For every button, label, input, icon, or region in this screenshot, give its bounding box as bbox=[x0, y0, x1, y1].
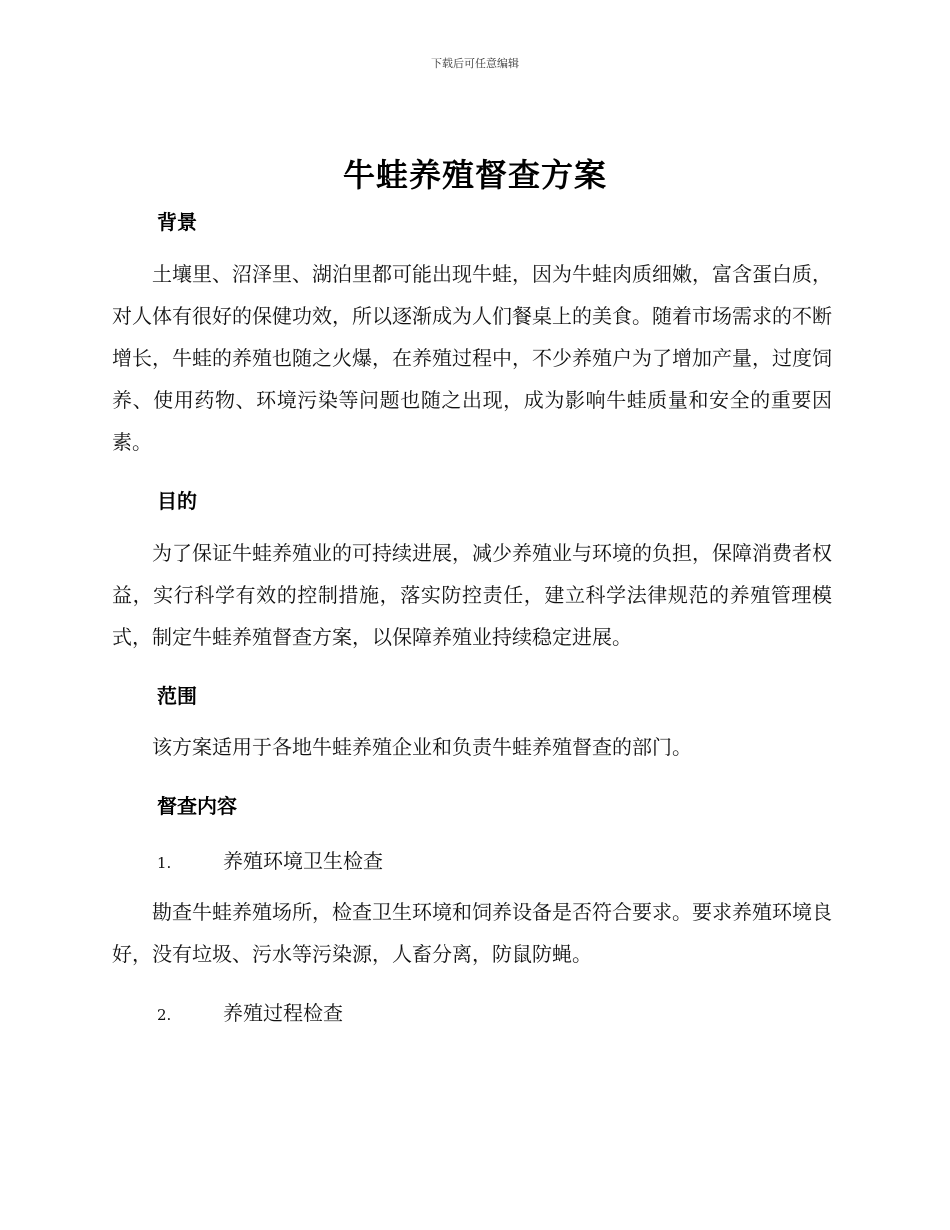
numbered-item-title bbox=[157, 997, 343, 1026]
section-text-purpose: 为了保证牛蛙养殖业的可持续进展，减少养殖业与环境的负担，保障消费者权益，实行科学有效的控制措施，落实防控责任，建立科学法律规范的养殖管理模式，制定牛蛙养殖督查方案，以保障养殖业持续稳定进展。 bbox=[112, 541, 832, 649]
section-heading-purpose: 目的 bbox=[157, 489, 197, 513]
section-heading-content: 督查内容 bbox=[157, 794, 237, 818]
item-number: 2. bbox=[157, 1006, 172, 1024]
document-title: 牛蛙养殖督查方案 bbox=[342, 156, 607, 194]
item-title: 养殖环境卫生检查 bbox=[223, 849, 383, 873]
numbered-item-title bbox=[157, 845, 383, 874]
section-text-background: 土壤里、沼泽里、湖泊里都可能出现牛蛙，因为牛蛙肉质细嫩，富含蛋白质，对人体有很好的保健功效，所以逐渐成为人们餐桌上的美食。随着市场需求的不断增长，牛蛙的养殖也随之火爆，在养殖过程中，不少养殖户为了增加产量，过度饲养、使用药物、环境污染等问题也随之出现，成为影响牛蛙质量和安全的重要因素。 bbox=[112, 262, 832, 454]
section-heading-background: 背景 bbox=[157, 210, 197, 234]
section-heading-scope: 范围 bbox=[157, 684, 197, 708]
page-header-note: 下载后可任意编辑 bbox=[431, 57, 519, 70]
section-text-scope: 该方案适用于各地牛蛙养殖企业和负责牛蛙养殖督查的部门。 bbox=[152, 735, 692, 759]
item-text: 勘查牛蛙养殖场所，检查卫生环境和饲养设备是否符合要求。要求养殖环境良好，没有垃圾、污水等污染源，人畜分离，防鼠防蝇。 bbox=[112, 900, 832, 966]
item-title: 养殖过程检查 bbox=[223, 1001, 343, 1025]
item-number: 1. bbox=[157, 854, 172, 872]
